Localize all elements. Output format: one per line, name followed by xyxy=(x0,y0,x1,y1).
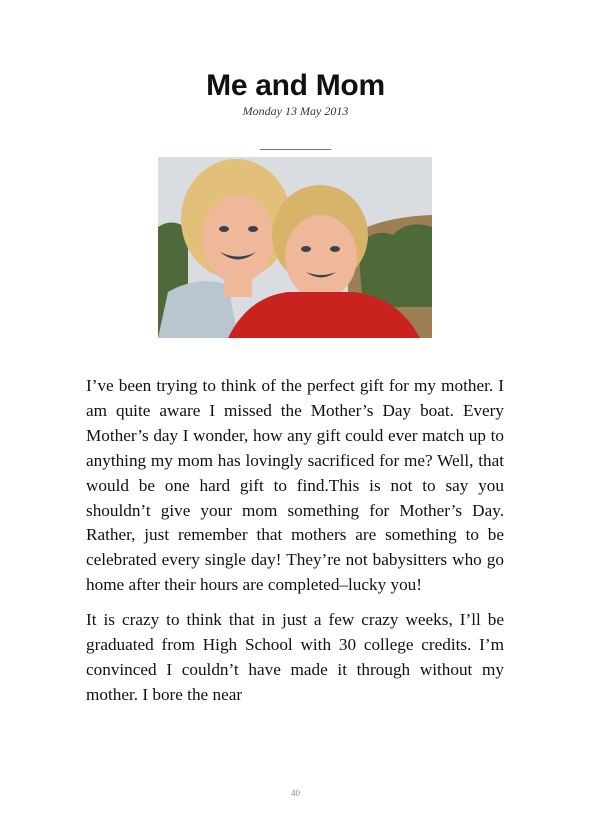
photo-mother-neck xyxy=(224,272,252,297)
article-title: Me and Mom xyxy=(206,69,385,102)
article-paragraph: I’ve been trying to think of the perfect gift for my mother. I am quite aware I missed the Mother’s Day boat. Every Mother’s day I wonder, how any gift could ever match up to anything my mom has lovingly sacrificed for me? Well, that would be one hard gift to find.This is not to say you shouldn’t give your mom something for Mother’s Day. Rather, just remember that mothers are something to be celebrated every single day! They’re not babysitters who go home after their hours are completed–lucky you! xyxy=(86,376,504,595)
title-divider: ___________ xyxy=(259,136,332,151)
article-date: Monday 13 May 2013 xyxy=(242,104,349,118)
photo-child-face xyxy=(285,215,357,299)
article-body xyxy=(86,374,504,718)
photo-trees xyxy=(358,224,432,307)
mother-and-child-photo xyxy=(158,157,432,338)
photo-mother-face xyxy=(202,195,274,283)
article-paragraph: It is crazy to think that in just a few crazy weeks, I’ll be graduated from High School with 30 college credits. I’m convinced I couldn’t have made it through without my mother. I bore the near xyxy=(86,610,504,704)
photo-illustration xyxy=(158,157,432,338)
page-number: 40 xyxy=(291,788,300,798)
